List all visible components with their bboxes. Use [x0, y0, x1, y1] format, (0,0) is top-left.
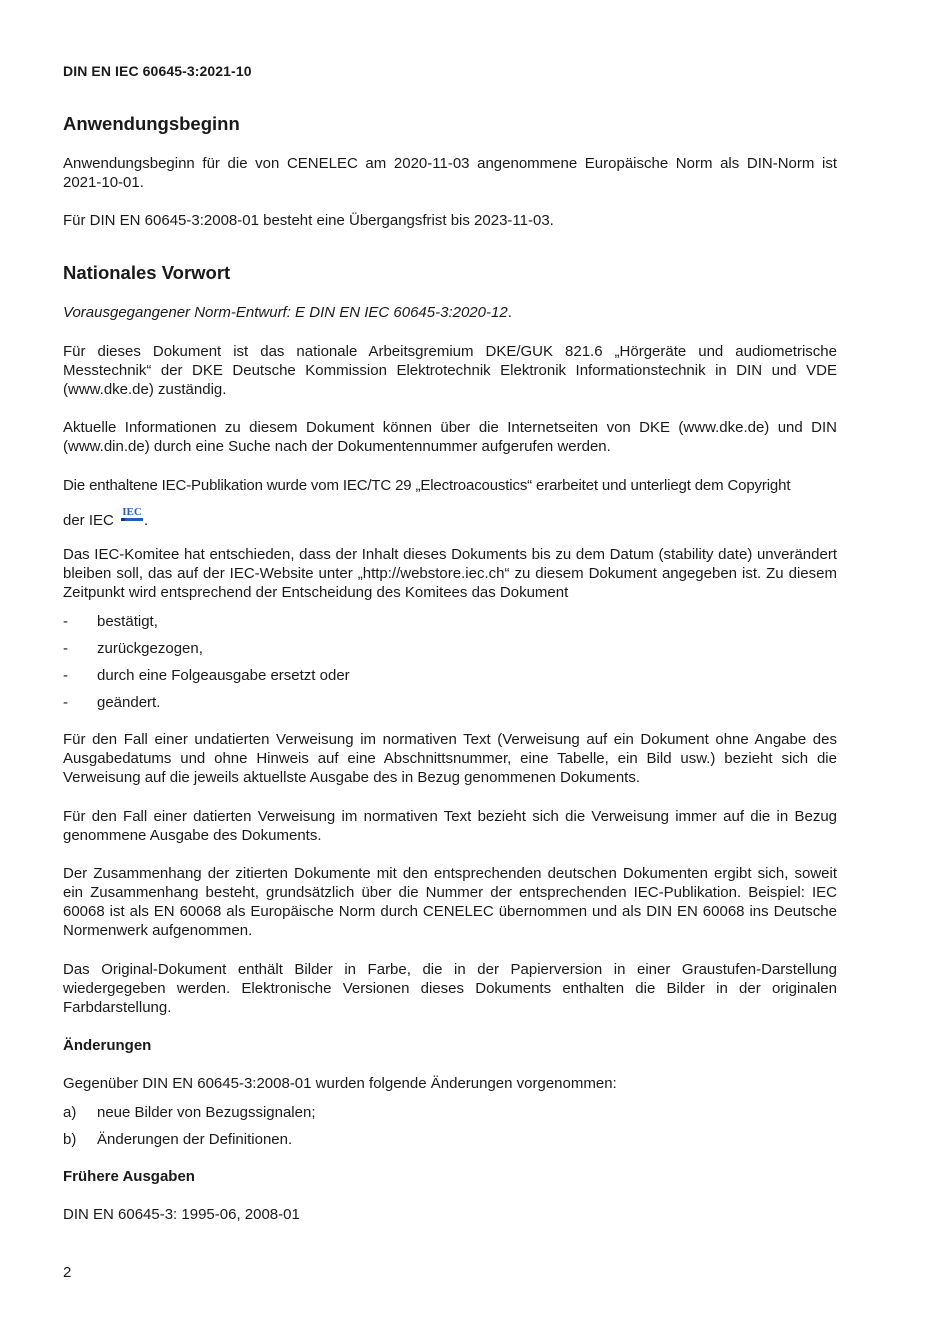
document-header: DIN EN IEC 60645-3:2021-10: [63, 63, 252, 79]
paragraph-uebergangsfrist: Für DIN EN 60645-3:2008-01 besteht eine Übergangsfrist bis 2023-11-03.: [63, 212, 554, 229]
paragraph-zusammenhang: Der Zusammenhang der zitierten Dokumente mit den entsprechenden deutschen Dokumenten ergibt sich, soweit ein Zusammenhang besteht, grundsätzlich über die Nummer der entsprechenden IEC-Publikation. Beispiel: IEC 60068 ist als EN 60068 als Europäische Norm durch CENELEC übernommen und als DIN EN 60068 ins Deutsche Normenwerk aufgenommen.: [63, 865, 837, 939]
paragraph-iec-komitee: Das IEC-Komitee hat entschieden, dass der Inhalt dieses Dokuments bis zu dem Datum (stability date) unverändert bleiben soll, das auf der IEC-Website unter „http://webstore.iec.ch“ zu diesem Dokument angegeben ist. Zu diesem Zeitpunkt wird entsprechend der Entscheidung des Komitees das Dokument: [63, 546, 837, 601]
iec-logo-icon: [120, 503, 144, 523]
paragraph-arbeitsgremium: Für dieses Dokument ist das nationale Arbeitsgremium DKE/GUK 821.6 „Hörgeräte und audiometrische Messtechnik“ der DKE Deutsche Kommission Elektrotechnik Elektronik Informationstechnik in DIN und VDE (www.dke.de) zuständig.: [63, 343, 837, 398]
iec-logo-text: IEC: [122, 506, 142, 518]
list-item-text: zurückgezogen,: [97, 640, 203, 657]
paragraph-iec-publikation-line1: Die enthaltene IEC-Publikation wurde vom IEC/TC 29 „Electroacoustics“ erarbeitet und unterliegt dem Copyright: [63, 477, 791, 494]
section-title-fruehere-ausgaben: Frühere Ausgaben: [63, 1168, 195, 1185]
norm-entwurf-text: Vorausgegangener Norm-Entwurf: E DIN EN IEC 60645-3:2020-12: [63, 304, 508, 321]
page-number: 2: [63, 1264, 72, 1281]
paragraph-datierte-verweisung: Für den Fall einer datierten Verweisung im normativen Text bezieht sich die Verweisung immer auf die in Bezug genommene Ausgabe des Dokuments.: [63, 808, 837, 844]
list-item-text: bestätigt,: [97, 613, 158, 630]
paragraph-bilder-farbe: Das Original-Dokument enthält Bilder in Farbe, die in der Papierversion in einer Graustufen-Darstellung wiedergegeben werden. Elektronische Versionen dieses Dokuments enthalten die Bilder in der originalen Farbdarstellung.: [63, 961, 837, 1016]
section-title-aenderungen: Änderungen: [63, 1037, 152, 1054]
list-item-text: durch eine Folgeausgabe ersetzt oder: [97, 667, 350, 684]
paragraph-norm-entwurf: [63, 303, 837, 322]
list-item-text: Änderungen der Definitionen.: [97, 1131, 293, 1148]
section-title-nationales-vorwort: Nationales Vorwort: [63, 262, 231, 283]
paragraph-aktuelle-informationen: Aktuelle Informationen zu diesem Dokument können über die Internetseiten von DKE (www.dke.de) und DIN (www.din.de) durch eine Suche nach der Dokumentennummer aufgerufen werden.: [63, 419, 837, 455]
list-marker: -: [63, 640, 68, 657]
list-marker: b): [63, 1131, 77, 1148]
paragraph-anwendungsbeginn: Anwendungsbeginn für die von CENELEC am 2020-11-03 angenommene Europäische Norm als DIN-Norm ist 2021-10-01.: [63, 155, 837, 191]
list-item-text: geändert.: [97, 694, 161, 711]
list-marker: -: [63, 613, 68, 630]
paragraph-fruehere-ausgaben: DIN EN 60645-3: 1995-06, 2008-01: [63, 1206, 300, 1223]
list-marker: -: [63, 694, 68, 711]
norm-entwurf-period: .: [507, 304, 512, 321]
list-marker: a): [63, 1104, 77, 1121]
paragraph-aenderungen-intro: Gegenüber DIN EN 60645-3:2008-01 wurden folgende Änderungen vorgenommen:: [63, 1075, 617, 1092]
paragraph-undatierte-verweisung: Für den Fall einer undatierten Verweisung im normativen Text (Verweisung auf ein Dokument ohne Angabe des Ausgabedatums und ohne Hinweis auf eine Abschnittsnummer, eine Tabelle, ein Bild usw.) bezieht sich die Verweisung auf die jeweils aktuellste Ausgabe des in Bezug genommenen Dokuments.: [63, 731, 837, 786]
list-item-text: neue Bilder von Bezugssignalen;: [97, 1104, 316, 1121]
list-marker: -: [63, 667, 68, 684]
iec-copyright-period: .: [144, 512, 149, 529]
iec-copyright-text: der IEC: [63, 512, 114, 529]
section-title-anwendungsbeginn: Anwendungsbeginn: [63, 113, 240, 134]
paragraph-iec-publikation-line2: [63, 507, 837, 530]
